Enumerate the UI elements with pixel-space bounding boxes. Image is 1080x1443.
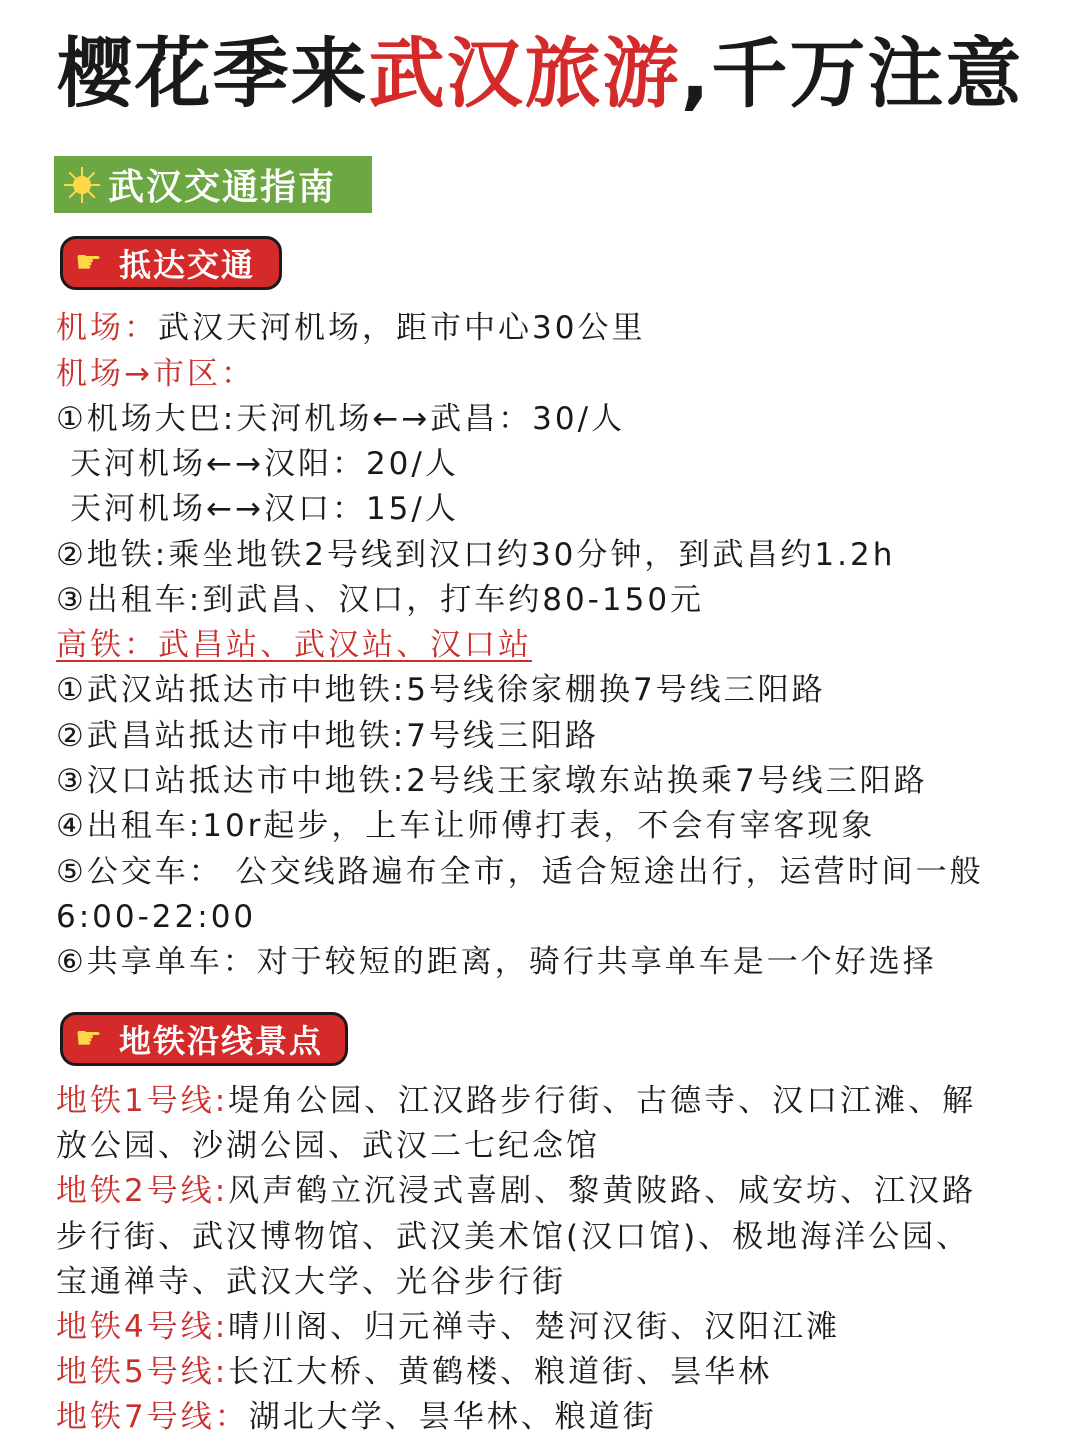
hsr-line-4: ④出租车:10r起步，上车让师傅打表，不会有宰客现象 — [56, 808, 876, 844]
metro-line: ②地铁:乘坐地铁2号线到汉口约30分钟，到武昌约1.2h — [56, 537, 896, 573]
metro4-text: 晴川阁、归元禅寺、楚河汉街、汉阳江滩 — [228, 1309, 841, 1345]
metro5-label: 地铁5号线: — [56, 1354, 229, 1390]
bus-line-2: 天河机场←→汉阳：20/人 — [70, 446, 459, 482]
metro7-label: 地铁7号线： — [56, 1399, 249, 1435]
metro1-text-b: 放公园、沙湖公园、武汉二七纪念馆 — [56, 1128, 600, 1164]
airport-label: 机场： — [56, 310, 158, 346]
metro1-label: 地铁1号线: — [56, 1083, 229, 1119]
metro7-line — [56, 1395, 1046, 1440]
hsr-label-line — [56, 623, 1046, 668]
metro2-text-c: 宝通禅寺、武汉大学、光谷步行街 — [56, 1264, 566, 1300]
metro4-label: 地铁4号线: — [56, 1309, 229, 1345]
bus-line-1: ①机场大巴:天河机场←→武昌：30/人 — [56, 401, 626, 437]
metro-sights-header — [60, 1012, 348, 1066]
metro7-text: 湖北大学、昙华林、粮道街 — [248, 1399, 657, 1435]
metro5-text: 长江大桥、黄鹤楼、粮道街、昙华林 — [228, 1354, 773, 1390]
airport-line — [56, 306, 1046, 351]
page-title — [0, 28, 1080, 120]
title-part-1: 樱花季来 — [56, 29, 369, 118]
metro1-line-a — [56, 1079, 1046, 1124]
hsr-line-1: ①武汉站抵达市中地铁:5号线徐家棚换7号线三阳路 — [56, 672, 826, 708]
metro4-line — [56, 1305, 1046, 1350]
pointing-hand-icon: ☛ — [75, 1021, 102, 1056]
bus-line-3: 天河机场←→汉口：15/人 — [70, 491, 459, 527]
arrival-header — [60, 236, 282, 290]
metro2-text-b: 步行街、武汉博物馆、武汉美术馆(汉口馆)、极地海洋公园、 — [56, 1219, 971, 1255]
airport-text: 武汉天河机场，距市中心30公里 — [158, 310, 646, 346]
hsr-line-5a: ⑤公交车： 公交线路遍布全市，适合短途出行，运营时间一般 — [56, 854, 984, 890]
metro2-label: 地铁2号线: — [56, 1173, 229, 1209]
metro2-line-a — [56, 1169, 1046, 1214]
hsr-line-2: ②武昌站抵达市中地铁:7号线三阳路 — [56, 718, 599, 754]
metro1-text-a: 堤角公园、江汉路步行街、古德寺、汉口江滩、解 — [228, 1083, 977, 1119]
hsr-line-3: ③汉口站抵达市中地铁:2号线王家墩东站换乘7号线三阳路 — [56, 763, 928, 799]
arrival-header-label: 抵达交通 — [119, 246, 256, 284]
hsr-label: 高铁：武昌站、武汉站、汉口站 — [56, 627, 532, 663]
hsr-line-6: ⑥共享单车：对于较短的距离，骑行共享单车是一个好选择 — [56, 944, 937, 980]
sun-icon — [62, 165, 102, 205]
taxi-line: ③出租车:到武昌、汉口，打车约80-150元 — [56, 582, 705, 618]
section-banner — [54, 156, 372, 213]
title-part-2: 武汉旅游 — [368, 29, 681, 118]
metro5-line — [56, 1350, 1046, 1395]
metro2-text-a: 风声鹤立沉浸式喜剧、黎黄陂路、咸安坊、江汉路 — [228, 1173, 977, 1209]
section-title: 武汉交通指南 — [108, 167, 337, 208]
title-part-3: ,千万注意 — [680, 29, 1024, 118]
hsr-line-5b: 6:00-22:00 — [56, 899, 257, 935]
pointing-hand-icon: ☛ — [75, 245, 102, 280]
to-city-label: 机场→市区： — [56, 356, 255, 392]
metro-sights-header-label: 地铁沿线景点 — [119, 1022, 324, 1060]
